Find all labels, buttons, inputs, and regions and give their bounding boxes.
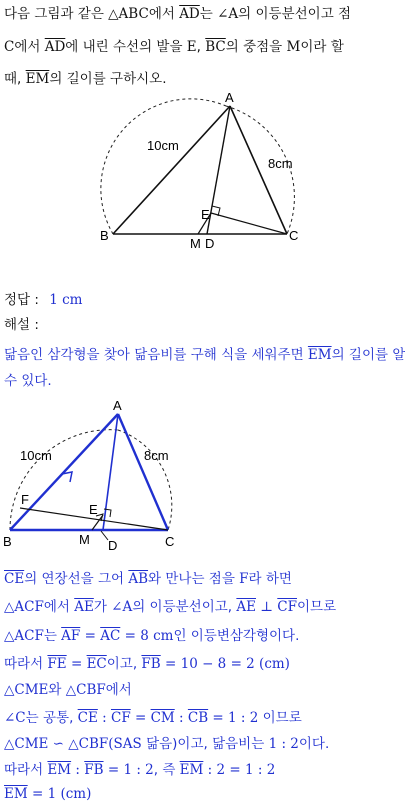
label-m: M [190, 236, 201, 251]
label-b: B [100, 228, 109, 243]
label-m-2: M [79, 532, 90, 547]
label-b-2: B [3, 534, 12, 549]
label-d-2: D [108, 538, 118, 553]
problem-line-3: 때, $\overline{EM}$의 길이를 구하시오. [4, 71, 167, 87]
segment-em-2 [92, 515, 103, 530]
step-1: $\overline{CE}$의 연장선을 그어 $\overline{AB}$와 만나는 점을 F라 하면 [4, 571, 292, 587]
step-3: △ACF는 $\overline{AF} = \overline{AC} = 8$ cm인 이등변삼각형이다. [4, 628, 300, 644]
step-6: ∠C는 공통, $\overline{CE}$ : $\overline{CF} = \overline{CM}$ : $\overline{CB} = 1$ : 2 이므로 [4, 710, 302, 726]
step-8: 따라서 $\overline{EM}$ : $\overline{FB} = 1$ : 2, 즉 $\overline{EM}$ : 2 = 1 : 2 [4, 762, 276, 778]
step-2: △ACF에서 $\overline{AE}$가 ∠A의 이등분선이고, $\overline{AE}$ ⊥ $\overline{CF}$이므로 [4, 599, 337, 615]
label-f-2: F [21, 492, 29, 507]
arrow-ab [62, 472, 72, 482]
label-d: D [205, 236, 215, 251]
label-e: E [201, 207, 210, 222]
figure-2-diagram [0, 400, 400, 560]
label-side-ac-2: 8cm [144, 448, 169, 463]
answer-line [4, 291, 82, 309]
label-c-2: C [165, 534, 175, 549]
problem-line-2: C에서 $\overline{AD}$에 내린 수선의 발을 E, $\overline{BC}$의 중점을 M이라 할 [4, 39, 344, 55]
answer-value: 1 cm [49, 292, 83, 308]
circumcircle-arc-2-right [118, 430, 172, 530]
side-ab-2 [10, 414, 118, 530]
problem-line-1: 다음 그림과 같은 △ABC에서 $\overline{AD}$는 ∠A의 이등분선이고 점 [4, 6, 352, 22]
pointer-d [101, 531, 108, 540]
side-ab [113, 106, 230, 234]
step-9: $\overline{EM} = 1$ (cm) [4, 786, 92, 802]
label-side-ab: 10cm [147, 138, 179, 153]
step-5: △CME와 △CBF에서 [4, 682, 132, 698]
explanation-intro-2: 수 있다. [4, 373, 52, 389]
step-4: 따라서 $\overline{FE} = \overline{EC}$이고, $\overline{FB} = 10 - 8 = 2$ (cm) [4, 656, 290, 672]
side-ac-2 [118, 414, 168, 530]
label-c: C [289, 228, 299, 243]
figure-1-diagram [0, 90, 400, 251]
label-e-2: E [89, 502, 98, 517]
perpendicular-ce [211, 213, 287, 234]
step-7: △CME ∽ △CBF(SAS 닮음)이고, 닮음비는 1 : 2이다. [4, 736, 330, 752]
label-a-2: A [113, 398, 122, 413]
label-side-ac: 8cm [268, 156, 293, 171]
explanation-intro-1: 닮음인 삼각형을 찾아 닮음비를 구해 식을 세워주면 $\overline{EM}$의 길이를 알 [4, 347, 405, 363]
label-side-ab-2: 10cm [20, 448, 52, 463]
answer-label: 정답 : [4, 292, 39, 308]
label-a: A [225, 90, 234, 105]
explanation-label: 해설 : [4, 317, 39, 333]
